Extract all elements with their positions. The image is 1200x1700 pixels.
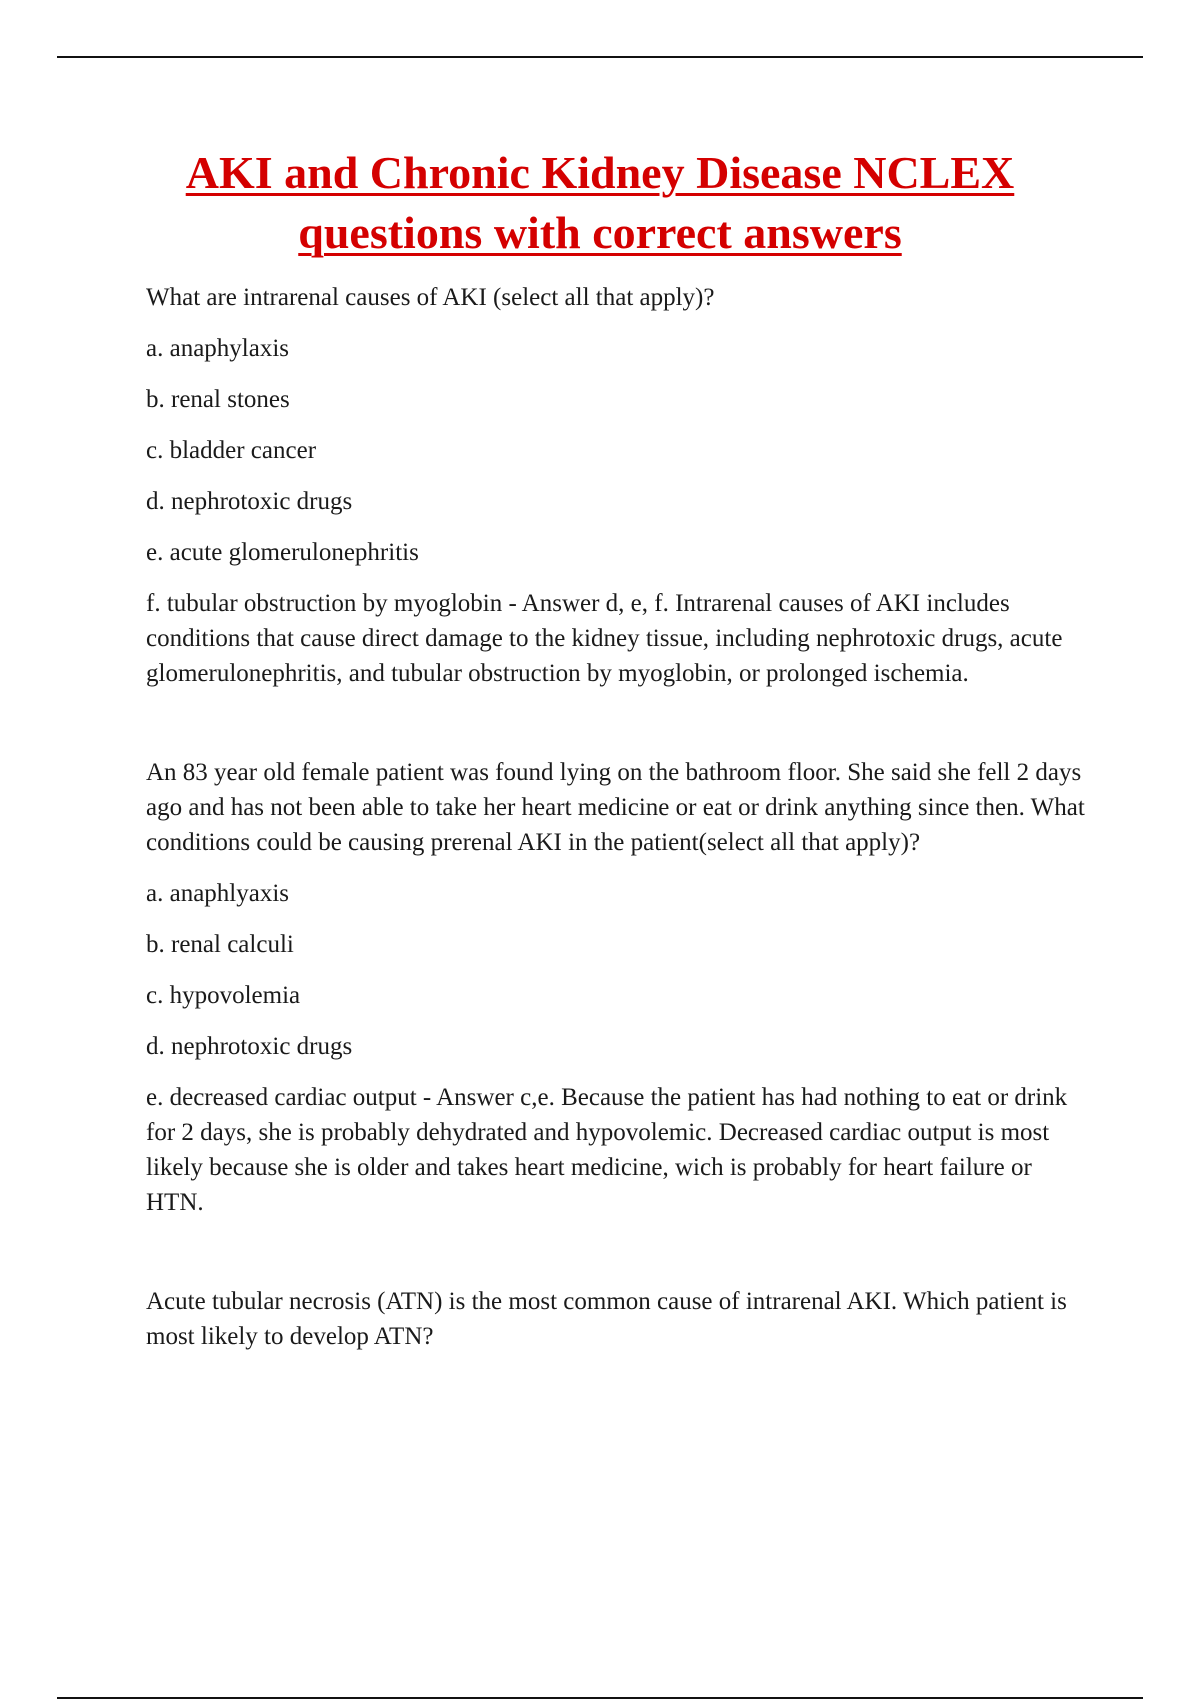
document-title <box>100 143 1100 263</box>
question-3 <box>146 1284 1086 1354</box>
spacer <box>146 707 1086 755</box>
question-3-stem: Acute tubular necrosis (ATN) is the most common cause of intrarenal AKI. Which patient is most likely to develop ATN? <box>146 1288 1067 1350</box>
question-1 <box>146 280 1086 691</box>
question-1-option-d: d. nephrotoxic drugs <box>146 488 353 515</box>
question-1-option-a: a. anaphylaxis <box>146 335 290 362</box>
question-2-answer: e. decreased cardiac output - Answer c,e. Because the patient has had nothing to eat or drink for 2 days, she is probably dehydrated and hypovolemic. Decreased cardiac output is most likely because she is older and takes heart medicine, wich is probably for heart failure or HTN. <box>146 1084 1068 1216</box>
question-2-option-d: d. nephrotoxic drugs <box>146 1033 353 1060</box>
question-2-option-c: c. hypovolemia <box>146 982 301 1009</box>
footer-rule <box>57 1697 1143 1699</box>
title-line-1: AKI and Chronic Kidney Disease NCLEX <box>185 147 1015 198</box>
question-1-answer: f. tubular obstruction by myoglobin - Answer d, e, f. Intrarenal causes of AKI includes conditions that cause direct damage to the kidney tissue, including nephrotoxic drugs, acute glomerulonephritis, and tubular obstruction by myoglobin, or prolonged ischemia. <box>146 590 1063 687</box>
question-1-option-c: c. bladder cancer <box>146 437 317 464</box>
spacer <box>146 1236 1086 1284</box>
question-1-stem: What are intrarenal causes of AKI (select all that apply)? <box>146 284 715 311</box>
header-rule <box>57 56 1143 58</box>
question-2-option-a: a. anaphlyaxis <box>146 880 290 907</box>
document-body <box>146 280 1086 1370</box>
question-1-option-e: e. acute glomerulonephritis <box>146 539 419 566</box>
question-2 <box>146 755 1086 1220</box>
question-1-option-b: b. renal stones <box>146 386 290 413</box>
question-2-stem: An 83 year old female patient was found lying on the bathroom floor. She said she fell 2 days ago and has not been able to take her heart medicine or eat or drink anything since then. What conditions could be causing prerenal AKI in the patient(select all that apply)? <box>146 759 1085 856</box>
question-2-option-b: b. renal calculi <box>146 931 294 958</box>
title-line-2: questions with correct answers <box>298 207 902 258</box>
